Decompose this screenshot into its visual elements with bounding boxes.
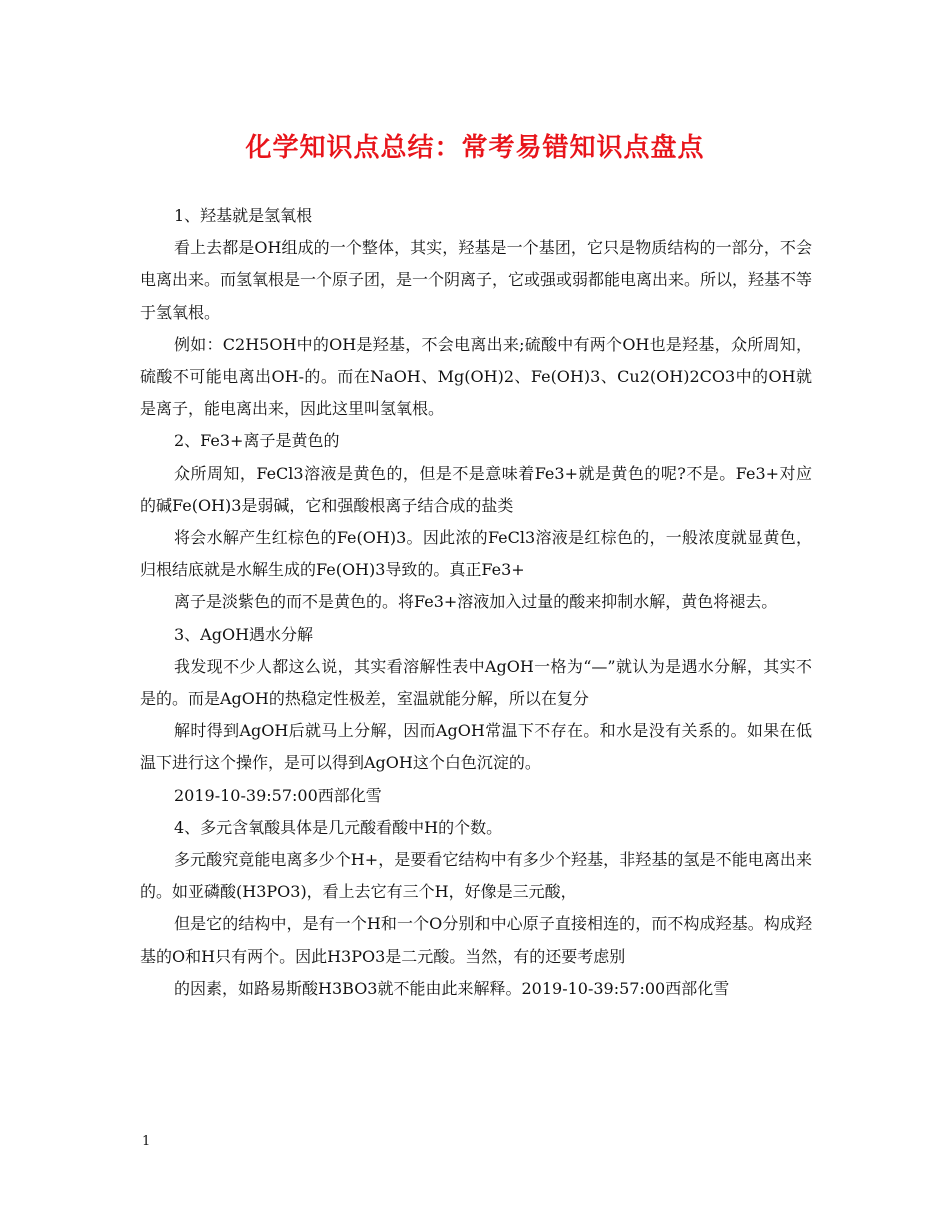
paragraph-heading-4: 4、多元含氧酸具体是几元酸看酸中H的个数。 [174, 817, 503, 837]
paragraph-heading-1: 1、羟基就是氢氧根 [174, 206, 313, 225]
paragraph: 看上去都是OH组成的一个整体，其实，羟基是一个基团，它只是物质结构的一部分，不会电离出来。而氢氧根是一个原子团，是一个阴离子，它或强或弱都能电离出来。所以，羟基不等于氢氧根。 [140, 238, 813, 322]
paragraph: 解时得到AgOH后就马上分解，因而AgOH常温下不存在。和水是没有关系的。如果在低温下进行这个操作，是可以得到AgOH这个白色沉淀的。 [140, 721, 812, 773]
paragraph: 我发现不少人都这么说，其实看溶解性表中AgOH一格为“—”就认为是遇水分解，其实不是的。而是AgOH的热稳定性极差，室温就能分解，所以在复分 [140, 656, 812, 709]
paragraph-date-line: 2019-10-39:57:00西部化雪 [174, 785, 382, 805]
document-title: 化学知识点总结：常考易错知识点盘点 [245, 133, 705, 163]
paragraph-heading-2: 2、Fe3+离子是黄色的 [174, 431, 340, 451]
paragraph: 离子是淡紫色的而不是黄色的。将Fe3+溶液加入过量的酸来抑制水解，黄色将褪去。 [174, 592, 778, 612]
paragraph: 的因素，如路易斯酸H3BO3就不能由此来解释。2019-10-39:57:00西部化雪 [174, 978, 730, 998]
paragraph: 将会水解产生红棕色的Fe(OH)3。因此浓的FeCl3溶液是红棕色的，一般浓度就显黄色，归根结底就是水解生成的Fe(OH)3导致的。真正Fe3+ [140, 528, 812, 580]
paragraph: 但是它的结构中，是有一个H和一个O分别和中心原子直接相连的，而不构成羟基。构成羟基的O和H只有两个。因此H3PO3是二元酸。当然，有的还要考虑别 [140, 914, 812, 966]
page-number: 1 [142, 1134, 151, 1149]
document-body [140, 200, 812, 1005]
paragraph: 例如：C2H5OH中的OH是羟基，不会电离出来;硫酸中有两个OH也是羟基，众所周知，硫酸不可能电离出OH-的。而在NaOH、Mg(OH)2、Fe(OH)3、Cu2(OH)2CO3中的OH就是离子，能电离出来，因此这里叫氢氧根。 [140, 334, 812, 419]
paragraph-heading-3: 3、AgOH遇水分解 [174, 624, 314, 644]
paragraph: 众所周知，FeCl3溶液是黄色的，但是不是意味着Fe3+就是黄色的呢?不是。Fe3+对应的碱Fe(OH)3是弱碱，它和强酸根离子结合成的盐类 [140, 463, 812, 515]
paragraph: 多元酸究竟能电离多少个H+，是要看它结构中有多少个羟基，非羟基的氢是不能电离出来的。如亚磷酸(H3PO3)，看上去它有三个H，好像是三元酸， [140, 850, 812, 902]
